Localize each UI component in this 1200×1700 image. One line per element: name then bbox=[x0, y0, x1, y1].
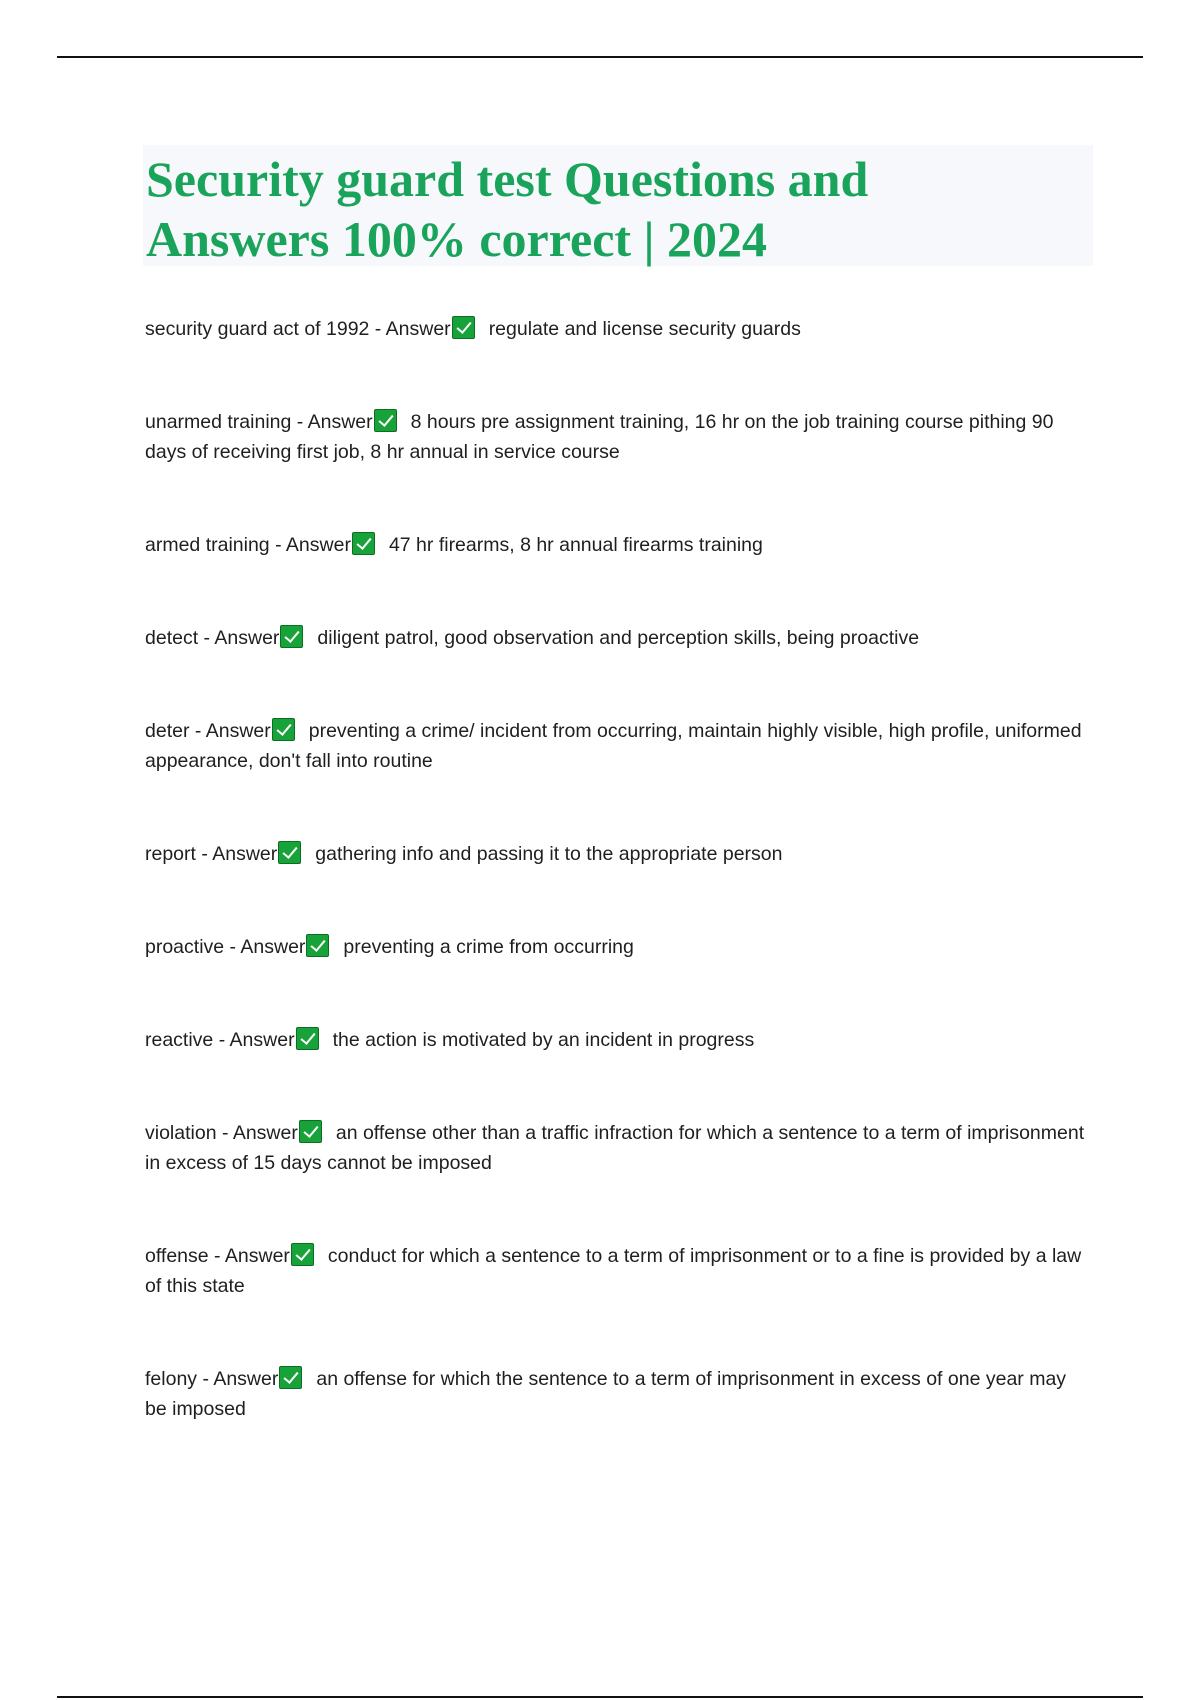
qa-term: violation bbox=[145, 1122, 217, 1144]
answer-label: Answer bbox=[229, 1029, 295, 1051]
qa-answer: the action is motivated by an incident in progress bbox=[332, 1029, 755, 1051]
qa-item: offense - Answer conduct for which a sentence to a term of imprisonment or to a fine is provided by a law of this state bbox=[145, 1245, 1082, 1297]
answer-label: Answer bbox=[214, 627, 280, 649]
title-banner bbox=[143, 145, 1093, 266]
qa-answer: 47 hr firearms, 8 hr annual firearms training bbox=[388, 534, 763, 556]
answer-label: Answer bbox=[240, 936, 306, 958]
qa-answer: preventing a crime from occurring bbox=[343, 936, 634, 958]
document-title: Security guard test Questions and Answers 100% correct | 2024 bbox=[146, 151, 869, 267]
qa-answer: preventing a crime/ incident from occurring, maintain highly visible, high profile, uniformed appearance, don't fall into routine bbox=[145, 720, 1082, 772]
qa-item: reactive - Answer the action is motivated by an incident in progress bbox=[145, 1029, 755, 1051]
qa-item: report - Answer gathering info and passing it to the appropriate person bbox=[145, 843, 783, 865]
qa-item: armed training - Answer 47 hr firearms, 8 hr annual firearms training bbox=[145, 534, 763, 556]
qa-term: security guard act of 1992 bbox=[145, 318, 370, 340]
qa-term: felony bbox=[145, 1368, 198, 1390]
qa-answer: regulate and license security guards bbox=[488, 318, 801, 340]
qa-answer: diligent patrol, good observation and perception skills, being proactive bbox=[317, 627, 920, 649]
qa-item: proactive - Answer preventing a crime from occurring bbox=[145, 936, 634, 958]
answer-label: Answer bbox=[212, 843, 278, 865]
checkmark-icon bbox=[280, 625, 303, 648]
checkmark-icon bbox=[299, 1120, 322, 1143]
qa-list bbox=[145, 314, 1090, 1487]
qa-term: reactive bbox=[145, 1029, 214, 1051]
answer-label: Answer bbox=[224, 1245, 290, 1267]
qa-term: offense bbox=[145, 1245, 209, 1267]
qa-item: deter - Answer preventing a crime/ incident from occurring, maintain highly visible, high profile, uniformed appearance, don't fall into routine bbox=[145, 720, 1082, 772]
qa-term: armed training bbox=[145, 534, 270, 556]
checkmark-icon bbox=[272, 718, 295, 741]
qa-item: unarmed training - Answer 8 hours pre assignment training, 16 hr on the job training course pithing 90 days of receiving first job, 8 hr annual in service course bbox=[145, 411, 1054, 463]
qa-answer: gathering info and passing it to the appropriate person bbox=[315, 843, 783, 865]
qa-term: deter bbox=[145, 720, 190, 742]
checkmark-icon bbox=[278, 841, 301, 864]
answer-label: Answer bbox=[307, 411, 373, 433]
qa-term: proactive bbox=[145, 936, 225, 958]
qa-term: detect bbox=[145, 627, 199, 649]
qa-item: security guard act of 1992 - Answer regulate and license security guards bbox=[145, 318, 801, 340]
checkmark-icon bbox=[306, 934, 329, 957]
qa-item: violation - Answer an offense other than a traffic infraction for which a sentence to a term of imprisonment in excess of 15 days cannot be imposed bbox=[145, 1122, 1085, 1174]
answer-label: Answer bbox=[213, 1368, 279, 1390]
qa-item: felony - Answer an offense for which the sentence to a term of imprisonment in excess of one year may be imposed bbox=[145, 1368, 1067, 1420]
answer-label: Answer bbox=[385, 318, 451, 340]
checkmark-icon bbox=[352, 532, 375, 555]
answer-label: Answer bbox=[232, 1122, 298, 1144]
qa-term: unarmed training bbox=[145, 411, 292, 433]
checkmark-icon bbox=[296, 1027, 319, 1050]
qa-answer: 8 hours pre assignment training, 16 hr on the job training course pithing 90 days of receiving first job, 8 hr annual in service course bbox=[145, 411, 1054, 463]
bottom-divider bbox=[57, 1696, 1143, 1698]
qa-answer: an offense for which the sentence to a term of imprisonment in excess of one year may be imposed bbox=[145, 1368, 1067, 1420]
qa-item: detect - Answer diligent patrol, good observation and perception skills, being proactive bbox=[145, 627, 920, 649]
top-divider bbox=[57, 56, 1143, 58]
checkmark-icon bbox=[279, 1366, 302, 1389]
answer-label: Answer bbox=[285, 534, 351, 556]
qa-answer: an offense other than a traffic infraction for which a sentence to a term of imprisonment in excess of 15 days cannot be imposed bbox=[145, 1122, 1085, 1174]
checkmark-icon bbox=[291, 1243, 314, 1266]
checkmark-icon bbox=[452, 316, 475, 339]
qa-answer: conduct for which a sentence to a term of imprisonment or to a fine is provided by a law of this state bbox=[145, 1245, 1082, 1297]
checkmark-icon bbox=[374, 409, 397, 432]
qa-term: report bbox=[145, 843, 196, 865]
answer-label: Answer bbox=[205, 720, 271, 742]
